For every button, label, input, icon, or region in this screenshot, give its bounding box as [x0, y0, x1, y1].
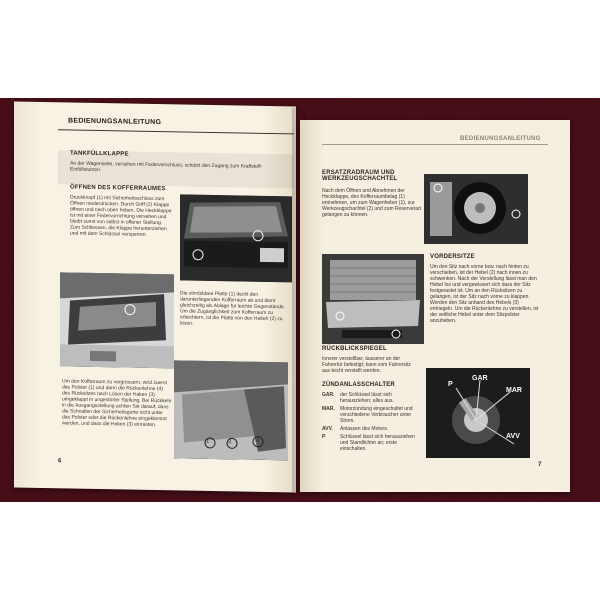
trunk-opening-text: Druckknopf (1) mit Sicherheitsschloss zum Öffnen niederdrücken. Durch Griff (2) Klappe öffnen und nach oben heben. Die Heckklappe ist mit einer Federvorrichtung versehen und bleibt somit von selbst in offener Stellung. Zum Schliessen, die Klappe herunterziehen und mit dem Schlüssel versperren.: [70, 194, 172, 238]
front-seats-title: VORDERSITZE: [430, 254, 475, 260]
rear-hatch-photo: [180, 194, 292, 282]
ignition-title: ZÜNDANLASSCHALTER: [322, 382, 395, 388]
ignition-code: GAR.: [322, 392, 335, 398]
ignition-item: [322, 434, 422, 452]
right-page-number: 7: [538, 462, 542, 468]
parcel-shelf-text: Die stirnbildare Platte (1) deckt den darunterliegenden Kofferraum ab und dient gleichzeitig als Ablage für leichte Gegenstände. Um die Zugänglichkeit zum Kofferraum zu erleichtern, ist die Platte von den Halteh (2) zu lösen.: [180, 290, 286, 327]
ignition-item: [322, 392, 422, 404]
left-manual-page: [14, 102, 296, 493]
right-header-rule: [322, 144, 548, 145]
front-seat-photo: [322, 254, 424, 344]
rear-hatch-illustration: [180, 194, 292, 282]
ignition-label-p: P: [448, 381, 453, 388]
ignition-desc: Anlassen des Motors.: [340, 426, 389, 432]
fuel-flap-text: An der Wagenseite, versehen mit Federverschluss; schützt den Zugang zum Kraftstoff-Einfüllstutzen.: [70, 160, 263, 174]
left-page-number: 6: [58, 458, 62, 465]
ignition-list: [322, 392, 422, 452]
ignition-desc: Motorzündung eingeschaltet und verschiedene Verbraucher unter Strom.: [340, 406, 413, 424]
right-page-header: BEDIENUNGSANLEITUNG: [460, 136, 541, 142]
ignition-item: [322, 426, 422, 432]
callout-3: 3: [228, 439, 232, 446]
front-seats-text: Um den Sitz nach vorne bzw. nach hinten zu verschieben, ist der Hebel (2) nach innen zu schwenken. Nach der Verstellung lässt man den Hebel los und vergewissert sich dass der Sitz festgerastet ist. Um an den Rücksitzen zu gelangen, ist der Sitz nach vorne zu klappen. Werden den Sitz anhand des Hebels (3) entriegeln. Um die Rückenlehne zu verstellen, ist der seitliche Hebel unter dem Sitzpolster anzuheben.: [430, 264, 539, 324]
spare-wheel-illustration: [424, 174, 528, 244]
ignition-item: [322, 406, 422, 424]
front-seat-illustration: [322, 254, 424, 344]
trunk-opening-title: ÖFFNEN DES KOFFERRAUMES: [70, 184, 166, 193]
open-trunk-illustration: [60, 272, 174, 368]
ignition-code: P: [322, 434, 326, 440]
mirror-text: Innerer verstellbar; äusserer an der Fahrertür befestigt; kann vom Fahrersitz aus leicht verstellt werden.: [322, 356, 411, 374]
ignition-desc: Schlüssel lässt sich herausziehen und Standlichter an; erste einschalten.: [340, 434, 415, 452]
spare-wheel-text: Nach dem Öffnen und Abnehmen der Heckklappe, des Kofferraumbelag (1) entnehmen, um zum Wagenheber (1), zur Werkzeugschachtel (2) und zum Reserverad gelangen zu können.: [322, 188, 421, 218]
fuel-flap-title: TANKFÜLLKLAPPE: [70, 150, 129, 158]
ignition-label-gar: GAR: [472, 375, 488, 382]
spare-wheel-title: ERSATZRADRAUM UND WERKZEUGSCHACHTEL: [322, 170, 398, 182]
open-trunk-photo: [60, 272, 174, 368]
ignition-code: AVV.: [322, 426, 333, 432]
header-rule: [58, 129, 294, 134]
callout-4: 4: [256, 437, 260, 444]
ignition-label-mar: MAR: [506, 387, 522, 394]
enlarge-trunk-text: Um den Kofferraum zu vergrössern, wird zuerst das Polster (1) und dann die Rückenlehne (4) des Rücksitzes nach Lösen der Haken (3) umgeklappt in ungestörter Stellung. Bei Rückkehr in die Ausgangsstellung achten Sie darauf, dass die Schnallen der Sicherheitsgurte nicht unter das Polster oder die Rückenlehne eingeklemmt werden, und dass die Haken (3) einrasten.: [62, 378, 172, 429]
ignition-label-avv: AVV: [506, 433, 520, 440]
right-manual-page: [300, 120, 570, 492]
ignition-desc: der Schlüssel lässt sich herausziehen; alles aus.: [340, 392, 394, 404]
left-page-header: BEDIENUNGSANLEITUNG: [68, 117, 162, 127]
callout-1: 1: [206, 438, 210, 445]
ignition-code: MAR.: [322, 406, 335, 412]
spare-wheel-photo: [424, 174, 528, 244]
mirror-title: RÜCKBLICKSPIEGEL: [322, 346, 387, 352]
